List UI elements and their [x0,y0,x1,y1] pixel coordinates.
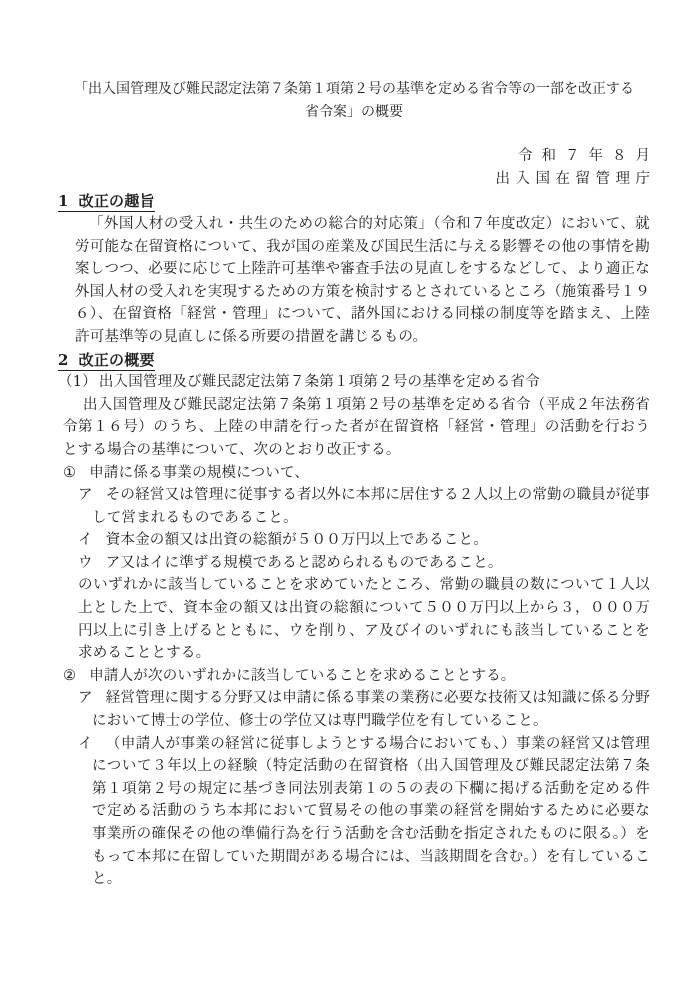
document-title-line-2: 省令案」の概要 [305,103,403,120]
point-2-item-i-label: イ [78,735,93,752]
point-1-item-u [78,552,650,575]
point-2-item-a-text: 経営管理に関する分野又は申請に係る事業の業務に必要な技術又は知識に係る分野において博士の学位、修士の学位又は専門職学位を有していること。 [92,690,650,730]
point-2-lead-item [63,665,650,688]
point-2-item-a [78,687,650,732]
subsection-1-intro: 出入国管理及び難民認定法第７条第１項第２号の基準を定める省令（平成２年法務省令第１６号）のうち、上陸の申請を行った者が在留資格「経営・管理」の活動を行おうとする場合の基準について、次のとおり改正する。 [63,396,650,458]
point-1-item-u-text: ア又はイに準ずる規模であると認められるものであること。 [105,554,503,571]
document-title [58,78,650,123]
point-1-item-i-text: 資本金の額又は出資の総額が５００万円以上であること。 [105,532,488,549]
document-organization: 出入国在留管理庁 [495,170,656,187]
section-1-heading-text: 改正の趣旨 [78,192,155,211]
point-1-item-a [78,484,650,529]
point-1-conclusion: のいずれかに該当していることを求めていたところ、常勤の職員の数について１人以上とした上で、資本金の額又は出資の総額について５００万円以上から３，０００万円以上に引き上げるとともに、ウを削り、ア及びイのいずれにも該当していることを求めることとする。 [78,577,650,662]
point-1-item-a-label: ア [78,487,93,504]
point-2-item-i-text: （申請人が事業の経営に従事しようとする場合においても、）事業の経営又は管理について３年以上の経験（特定活動の在留資格（出入国管理及び難民認定法第７条第１項第２号の規定に基づき同法別表第１の５の表の下欄に掲げる活動を定める件で定める活動のうち本邦において貿易その他の事業の経営を開始するために必要な事業所の確保その他の準備行為を行う活動を含む活動を指定されたものに限る。）をもって本邦に在留していた期間がある場合には、当該期間を含む。）を有していること。 [92,735,651,888]
section-2-heading-text: 改正の概要 [78,350,155,369]
point-1-item-i-label: イ [78,532,93,549]
subsection-1-title: 出入国管理及び難民認定法第７条第１項第２号の基準を定める省令 [98,374,540,391]
point-2-lead-text: 申請人が次のいずれかに該当していることを求めることとする。 [89,667,516,684]
point-1-label: ① [63,464,77,481]
section-1-heading [58,190,650,213]
point-2-item-i [78,733,651,891]
subsection-1-label: （1） [58,374,97,391]
document-date: 令和７年８月 [518,148,659,165]
subsection-1-heading [58,371,650,394]
point-1-item-a-text: その経営又は管理に従事する者以外に本邦に居住する２人以上の常勤の職員が従事して営まれるものであること。 [92,487,650,526]
document-title-line-1: 「出入国管理及び難民認定法第７条第１項第２号の基準を定める省令等の一部を改正する [74,81,634,97]
document-byline [58,145,659,190]
section-2-heading [58,349,650,372]
point-1-lead-text: 申請に係る事業の規模について、 [89,464,310,481]
section-2-number: 2 [58,350,69,369]
point-2-label: ② [63,667,77,684]
section-1-paragraph: 「外国人材の受入れ・共生のための総合的対応策」（令和７年度改定）において、就労可能な在留資格について、我が国の産業及び国民生活に与える影響その他の事情を勘案しつつ、必要に応じて上陸許可基準や審査手法の見直しをするなどして、より適正な外国人材の受入れを実現するための方策を検討するとされているところ（施策番号１９６）、在留資格「経営・管理」について、諸外国における同様の制度等を踏まえ、上陸許可基準等の見直しに係る所要の措置を講じるもの。 [75,215,650,345]
point-1-item-u-label: ウ [78,554,93,571]
point-2-item-a-label: ア [78,690,93,707]
section-1-number: 1 [58,192,69,211]
point-1-item-i [78,529,650,552]
point-1-lead-item [63,462,650,485]
